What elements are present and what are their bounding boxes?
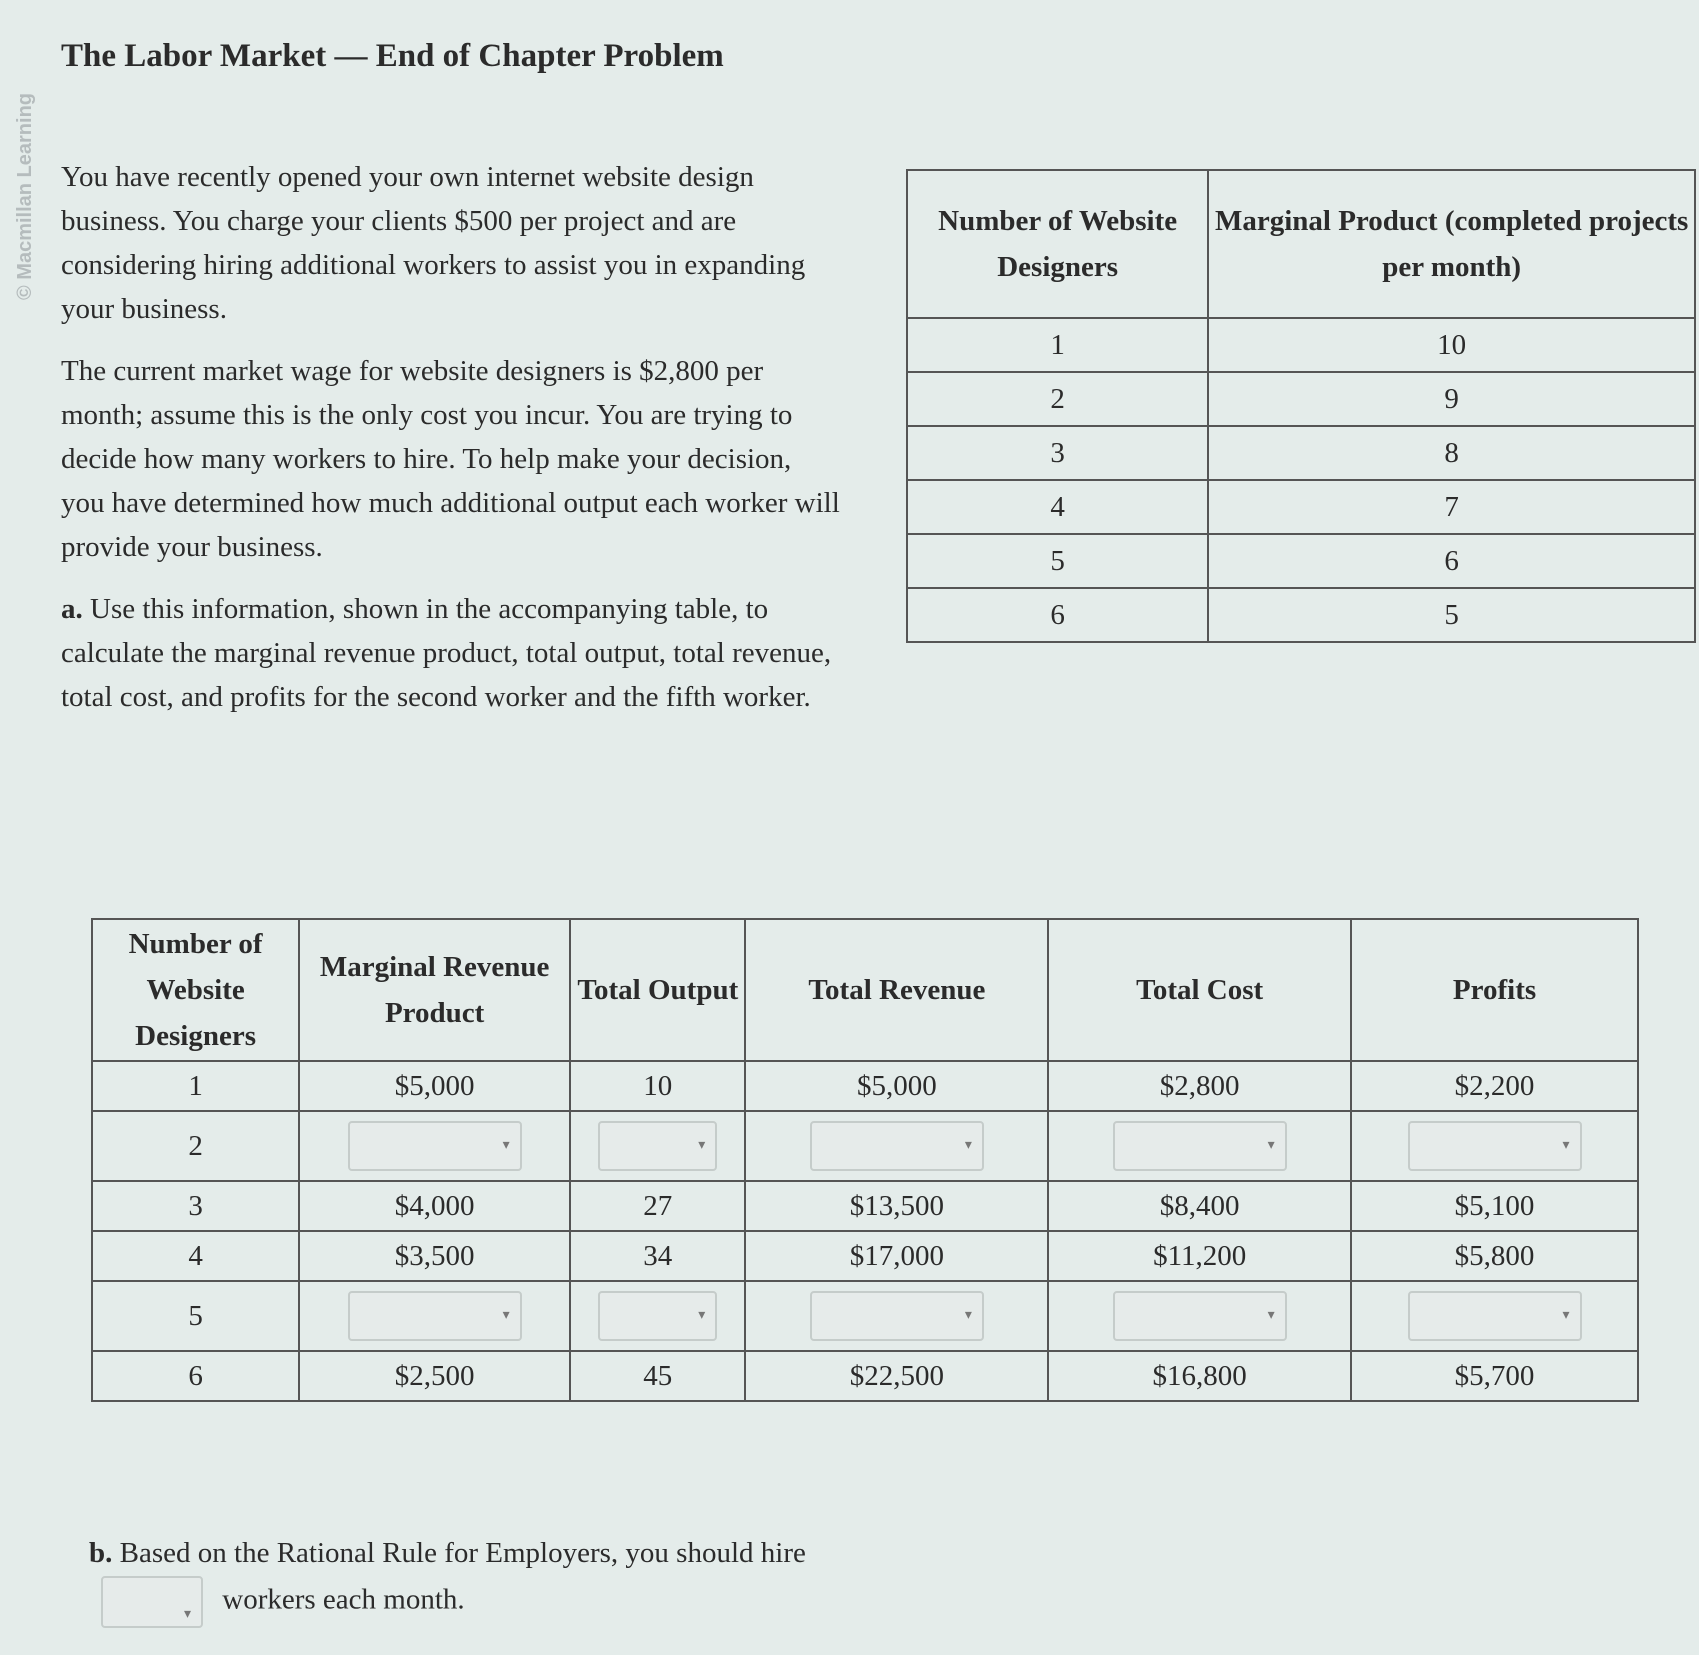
mrp-5-dropdown[interactable] xyxy=(348,1291,522,1341)
cell-designers: 5 xyxy=(92,1281,299,1351)
part-a-question xyxy=(61,587,841,719)
part-b-text-before: Based on the Rational Rule for Employers, you should hire xyxy=(119,1537,806,1569)
cell-total-revenue: $5,000 xyxy=(745,1061,1048,1111)
cell-total-cost: $11,200 xyxy=(1048,1231,1351,1281)
workers-to-hire-dropdown[interactable] xyxy=(101,1576,203,1628)
cell-mp: 10 xyxy=(1208,318,1695,372)
cell-total-revenue xyxy=(745,1111,1048,1181)
table-row xyxy=(907,480,1695,534)
cell-mrp: $3,500 xyxy=(299,1231,570,1281)
cell-designers: 3 xyxy=(907,426,1208,480)
cell-designers: 6 xyxy=(907,588,1208,642)
cell-designers: 1 xyxy=(92,1061,299,1111)
cell-designers: 5 xyxy=(907,534,1208,588)
table-row xyxy=(92,1351,1638,1401)
cell-profits: $5,700 xyxy=(1351,1351,1638,1401)
cell-total-revenue xyxy=(745,1281,1048,1351)
chevron-down-icon: ▾ xyxy=(502,1308,510,1323)
total-output-2-dropdown[interactable] xyxy=(598,1121,717,1171)
cell-mp: 6 xyxy=(1208,534,1695,588)
cell-total-output xyxy=(570,1281,745,1351)
cell-profits xyxy=(1351,1281,1638,1351)
chevron-down-icon: ▾ xyxy=(964,1138,972,1153)
chevron-down-icon: ▾ xyxy=(698,1308,706,1323)
cell-designers: 4 xyxy=(907,480,1208,534)
intro-paragraph-2: The current market wage for website designers is $2,800 per month; assume this is the only cost you incur. You are trying to decide how many workers to hire. To help make your decision, you have determined how much additional output each worker will provide your business. xyxy=(61,355,840,563)
cell-total-cost xyxy=(1048,1281,1351,1351)
table-row xyxy=(92,1061,1638,1111)
part-b-text-after: workers each month. xyxy=(222,1583,465,1616)
answer-table xyxy=(91,918,1639,1402)
header-total-revenue: Total Revenue xyxy=(745,919,1048,1061)
cell-total-cost: $8,400 xyxy=(1048,1181,1351,1231)
total-cost-2-dropdown[interactable] xyxy=(1113,1121,1287,1171)
table-header-row xyxy=(92,919,1638,1061)
cell-total-revenue: $13,500 xyxy=(745,1181,1048,1231)
chevron-down-icon: ▾ xyxy=(698,1138,706,1153)
total-revenue-5-dropdown[interactable] xyxy=(810,1291,984,1341)
part-a-label: a. xyxy=(61,593,83,625)
chevron-down-icon: ▾ xyxy=(1267,1308,1275,1323)
intro-paragraph-1: You have recently opened your own internet website design business. You charge your clients $500 per project and are considering hiring additional workers to assist you in expanding your business. xyxy=(61,161,806,325)
cell-total-output: 27 xyxy=(570,1181,745,1231)
cell-mrp: $4,000 xyxy=(299,1181,570,1231)
cell-total-revenue: $17,000 xyxy=(745,1231,1048,1281)
cell-mrp xyxy=(299,1281,570,1351)
chevron-down-icon: ▾ xyxy=(1562,1138,1570,1153)
header-mrp: Marginal Revenue Product xyxy=(299,919,570,1061)
profits-5-dropdown[interactable] xyxy=(1408,1291,1582,1341)
cell-designers: 4 xyxy=(92,1231,299,1281)
cell-designers: 3 xyxy=(92,1181,299,1231)
cell-total-cost: $2,800 xyxy=(1048,1061,1351,1111)
cell-mrp: $5,000 xyxy=(299,1061,570,1111)
cell-total-cost xyxy=(1048,1111,1351,1181)
header-total-output: Total Output xyxy=(570,919,745,1061)
problem-text xyxy=(61,155,841,737)
table-row xyxy=(907,318,1695,372)
cell-profits: $5,100 xyxy=(1351,1181,1638,1231)
table-row xyxy=(92,1181,1638,1231)
total-output-5-dropdown[interactable] xyxy=(598,1291,717,1341)
cell-mp: 9 xyxy=(1208,372,1695,426)
table-row xyxy=(907,372,1695,426)
header-total-cost: Total Cost xyxy=(1048,919,1351,1061)
table-row xyxy=(907,534,1695,588)
part-b-label: b. xyxy=(89,1537,113,1569)
cell-profits: $2,200 xyxy=(1351,1061,1638,1111)
cell-designers: 2 xyxy=(92,1111,299,1181)
table-row-worker-2 xyxy=(92,1111,1638,1181)
table-header-row xyxy=(907,170,1695,318)
cell-mp: 7 xyxy=(1208,480,1695,534)
cell-total-cost: $16,800 xyxy=(1048,1351,1351,1401)
table-row xyxy=(92,1231,1638,1281)
cell-total-output xyxy=(570,1111,745,1181)
cell-mp: 5 xyxy=(1208,588,1695,642)
macmillan-watermark: © Macmillan Learning xyxy=(14,92,36,300)
part-a-text: Use this information, shown in the accompanying table, to calculate the marginal revenue product, total output, total revenue, total cost, and profits for the second worker and the fifth worker. xyxy=(61,593,832,713)
chevron-down-icon: ▾ xyxy=(964,1308,972,1323)
cell-profits: $5,800 xyxy=(1351,1231,1638,1281)
cell-mrp xyxy=(299,1111,570,1181)
header-designers: Number of Website Designers xyxy=(907,170,1208,318)
total-revenue-2-dropdown[interactable] xyxy=(810,1121,984,1171)
table-row xyxy=(907,426,1695,480)
cell-designers: 1 xyxy=(907,318,1208,372)
header-marginal-product: Marginal Product (completed projects per month) xyxy=(1208,170,1695,318)
part-b-question xyxy=(89,1530,849,1628)
chevron-down-icon: ▾ xyxy=(502,1138,510,1153)
header-profits: Profits xyxy=(1351,919,1638,1061)
cell-profits xyxy=(1351,1111,1638,1181)
total-cost-5-dropdown[interactable] xyxy=(1113,1291,1287,1341)
cell-total-output: 34 xyxy=(570,1231,745,1281)
cell-designers: 6 xyxy=(92,1351,299,1401)
table-row-worker-5 xyxy=(92,1281,1638,1351)
page-title: The Labor Market — End of Chapter Problem xyxy=(61,38,724,74)
cell-mrp: $2,500 xyxy=(299,1351,570,1401)
chevron-down-icon: ▾ xyxy=(1267,1138,1275,1153)
table-row xyxy=(907,588,1695,642)
mrp-2-dropdown[interactable] xyxy=(348,1121,522,1171)
cell-total-output: 10 xyxy=(570,1061,745,1111)
cell-total-output: 45 xyxy=(570,1351,745,1401)
cell-designers: 2 xyxy=(907,372,1208,426)
chevron-down-icon: ▾ xyxy=(183,1607,191,1622)
header-designers: Number of Website Designers xyxy=(92,919,299,1061)
marginal-product-table xyxy=(906,169,1696,643)
profits-2-dropdown[interactable] xyxy=(1408,1121,1582,1171)
cell-total-revenue: $22,500 xyxy=(745,1351,1048,1401)
chevron-down-icon: ▾ xyxy=(1562,1308,1570,1323)
cell-mp: 8 xyxy=(1208,426,1695,480)
